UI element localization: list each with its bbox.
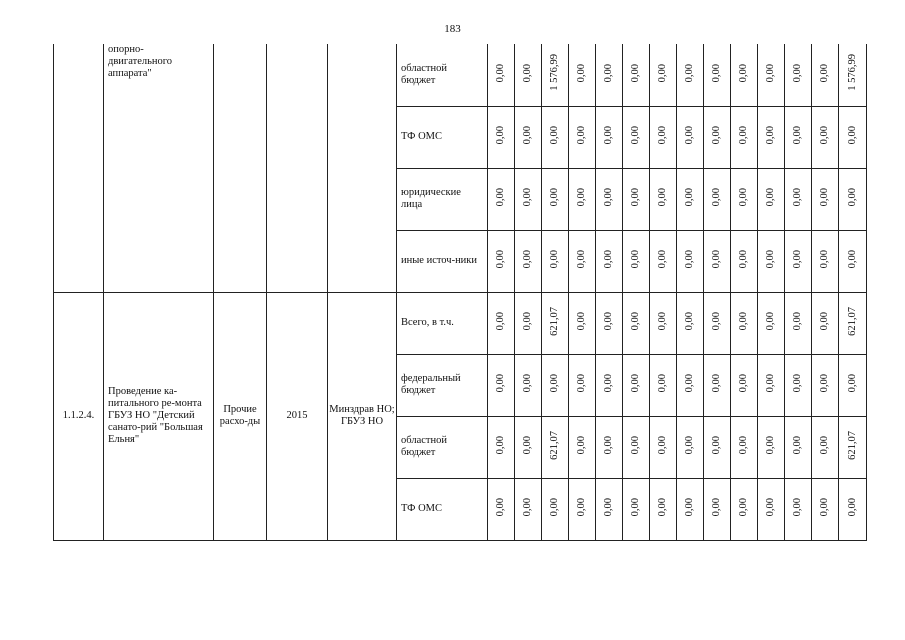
- amount-cell: [596, 354, 623, 416]
- amount-cell: [704, 106, 731, 168]
- amount-value: 0,00: [765, 435, 776, 455]
- amount-value: 0,00: [495, 125, 506, 145]
- amount-cell: [731, 230, 758, 292]
- amount-cell: [785, 416, 812, 478]
- amount-value: 0,00: [792, 373, 803, 393]
- amount-cell: [677, 168, 704, 230]
- amount-value: 0,00: [792, 435, 803, 455]
- amount-value: 0,00: [711, 63, 722, 82]
- amount-value: 0,00: [522, 497, 533, 517]
- amount-value: 0,00: [576, 373, 587, 393]
- amount-value: 0,00: [495, 435, 506, 455]
- amount-cell: [758, 44, 785, 106]
- amount-cell: [650, 416, 677, 478]
- amount-value: 0,00: [576, 63, 587, 82]
- amount-value: 0,00: [495, 373, 506, 393]
- amount-value: 0,00: [819, 373, 830, 393]
- amount-value: 0,00: [657, 373, 668, 393]
- amount-value: 621,07: [846, 430, 858, 460]
- amount-cell: [596, 44, 623, 106]
- amount-value: 0,00: [684, 311, 695, 331]
- amount-value: 0,00: [684, 249, 695, 269]
- amount-value: 0,00: [495, 497, 506, 517]
- amount-cell: [731, 354, 758, 416]
- amount-cell: [785, 230, 812, 292]
- amount-cell: [515, 478, 542, 540]
- funding-source-cell: областной бюджет: [397, 416, 488, 478]
- amount-cell: [596, 292, 623, 354]
- amount-cell: [542, 230, 569, 292]
- amount-value: 0,00: [603, 311, 614, 331]
- amount-cell: [785, 106, 812, 168]
- amount-cell: [704, 416, 731, 478]
- budget-table: [53, 44, 867, 541]
- funding-source-cell: иные источ-ники: [397, 230, 488, 292]
- amount-value: 0,00: [684, 63, 695, 82]
- amount-value: 0,00: [522, 249, 533, 269]
- amount-cell: [785, 168, 812, 230]
- amount-value: 0,00: [765, 187, 776, 207]
- year-cell: [267, 44, 328, 292]
- amount-value: 0,00: [495, 311, 506, 331]
- amount-cell: [785, 354, 812, 416]
- amount-value: 0,00: [765, 311, 776, 331]
- amount-value: 1 576,99: [846, 54, 858, 92]
- amount-cell: [569, 292, 596, 354]
- amount-cell: [731, 106, 758, 168]
- amount-cell: [839, 230, 867, 292]
- amount-cell: [623, 230, 650, 292]
- amount-cell: [515, 354, 542, 416]
- amount-value: 0,00: [819, 435, 830, 455]
- amount-value: 0,00: [846, 373, 858, 393]
- amount-value: 0,00: [846, 187, 858, 207]
- funding-source-cell: Всего, в т.ч.: [397, 292, 488, 354]
- amount-cell: [623, 416, 650, 478]
- amount-cell: [650, 168, 677, 230]
- executor-cell: Минздрав НО; ГБУЗ НО: [328, 292, 397, 540]
- amount-cell: [542, 292, 569, 354]
- amount-value: 0,00: [657, 63, 668, 82]
- amount-cell: [569, 44, 596, 106]
- amount-value: 621,07: [549, 430, 560, 460]
- amount-cell: [677, 354, 704, 416]
- amount-value: 621,07: [846, 306, 858, 336]
- amount-cell: [488, 230, 515, 292]
- amount-value: 0,00: [711, 187, 722, 207]
- table-row: [54, 292, 867, 354]
- amount-value: 0,00: [495, 63, 506, 82]
- item-code-cell: 1.1.2.4.: [54, 292, 104, 540]
- amount-cell: [839, 354, 867, 416]
- amount-value: 0,00: [603, 497, 614, 517]
- amount-cell: [515, 106, 542, 168]
- amount-cell: [596, 478, 623, 540]
- amount-cell: [650, 478, 677, 540]
- amount-value: 0,00: [738, 497, 749, 517]
- page-number: 183: [444, 23, 461, 35]
- amount-value: 0,00: [684, 187, 695, 207]
- amount-value: 0,00: [846, 125, 858, 145]
- amount-cell: [758, 292, 785, 354]
- amount-value: 0,00: [819, 249, 830, 269]
- amount-cell: [758, 478, 785, 540]
- amount-value: 0,00: [549, 373, 560, 393]
- amount-cell: [488, 354, 515, 416]
- amount-cell: [623, 106, 650, 168]
- amount-cell: [650, 44, 677, 106]
- amount-value: 0,00: [522, 63, 533, 82]
- amount-cell: [704, 44, 731, 106]
- amount-value: 0,00: [657, 311, 668, 331]
- amount-cell: [488, 292, 515, 354]
- amount-cell: [704, 230, 731, 292]
- amount-cell: [839, 416, 867, 478]
- amount-cell: [812, 230, 839, 292]
- amount-value: 0,00: [522, 125, 533, 145]
- amount-value: 0,00: [765, 63, 776, 82]
- amount-cell: [596, 168, 623, 230]
- amount-value: 0,00: [549, 497, 560, 517]
- amount-cell: [731, 168, 758, 230]
- amount-value: 0,00: [603, 435, 614, 455]
- amount-value: 0,00: [576, 249, 587, 269]
- amount-value: 0,00: [765, 497, 776, 517]
- amount-value: 0,00: [603, 187, 614, 207]
- amount-cell: [515, 168, 542, 230]
- amount-cell: [677, 106, 704, 168]
- amount-value: 0,00: [576, 435, 587, 455]
- amount-cell: [677, 44, 704, 106]
- amount-value: 0,00: [603, 249, 614, 269]
- funding-source-cell: ТФ ОМС: [397, 106, 488, 168]
- amount-cell: [677, 292, 704, 354]
- amount-cell: [488, 106, 515, 168]
- amount-value: 0,00: [819, 497, 830, 517]
- amount-value: 0,00: [846, 249, 858, 269]
- amount-value: 0,00: [495, 187, 506, 207]
- amount-cell: [488, 44, 515, 106]
- amount-value: 0,00: [630, 249, 641, 269]
- amount-value: 0,00: [657, 497, 668, 517]
- amount-value: 0,00: [603, 63, 614, 82]
- amount-value: 0,00: [819, 125, 830, 145]
- expense-type-cell: Прочие расхо-ды: [214, 292, 267, 540]
- amount-value: 0,00: [576, 311, 587, 331]
- amount-value: 0,00: [792, 311, 803, 331]
- amount-cell: [758, 230, 785, 292]
- amount-cell: [785, 44, 812, 106]
- amount-cell: [542, 416, 569, 478]
- item-code-cell: [54, 44, 104, 292]
- amount-cell: [569, 478, 596, 540]
- amount-value: 0,00: [819, 187, 830, 207]
- amount-value: 0,00: [738, 249, 749, 269]
- amount-value: 0,00: [738, 373, 749, 393]
- amount-cell: [839, 168, 867, 230]
- amount-cell: [650, 292, 677, 354]
- amount-value: 0,00: [630, 435, 641, 455]
- amount-value: 0,00: [549, 187, 560, 207]
- amount-cell: [839, 44, 867, 106]
- amount-cell: [596, 106, 623, 168]
- amount-cell: [542, 44, 569, 106]
- amount-value: 0,00: [657, 187, 668, 207]
- funding-source-cell: областной бюджет: [397, 44, 488, 106]
- amount-cell: [704, 292, 731, 354]
- amount-cell: [542, 354, 569, 416]
- amount-cell: [569, 168, 596, 230]
- amount-value: 0,00: [576, 497, 587, 517]
- table-row: [54, 44, 867, 106]
- amount-value: 0,00: [765, 249, 776, 269]
- amount-value: 0,00: [711, 373, 722, 393]
- amount-cell: [731, 478, 758, 540]
- amount-cell: [623, 168, 650, 230]
- amount-value: 0,00: [738, 187, 749, 207]
- amount-value: 0,00: [819, 63, 830, 82]
- year-cell: 2015: [267, 292, 328, 540]
- amount-value: 0,00: [819, 311, 830, 331]
- amount-cell: [785, 478, 812, 540]
- amount-cell: [569, 106, 596, 168]
- amount-cell: [569, 230, 596, 292]
- amount-value: 0,00: [765, 125, 776, 145]
- amount-cell: [515, 44, 542, 106]
- amount-cell: [812, 106, 839, 168]
- amount-value: 0,00: [684, 125, 695, 145]
- amount-cell: [650, 106, 677, 168]
- amount-value: 0,00: [792, 249, 803, 269]
- amount-value: 0,00: [603, 125, 614, 145]
- amount-value: 0,00: [846, 497, 858, 517]
- amount-cell: [542, 106, 569, 168]
- amount-value: 0,00: [576, 125, 587, 145]
- amount-cell: [812, 478, 839, 540]
- amount-cell: [758, 354, 785, 416]
- amount-cell: [839, 478, 867, 540]
- amount-cell: [677, 416, 704, 478]
- amount-cell: [542, 168, 569, 230]
- amount-cell: [488, 478, 515, 540]
- amount-cell: [623, 292, 650, 354]
- amount-value: 0,00: [792, 125, 803, 145]
- amount-value: 0,00: [630, 63, 641, 82]
- amount-cell: [731, 44, 758, 106]
- amount-value: 0,00: [711, 435, 722, 455]
- amount-cell: [488, 168, 515, 230]
- amount-cell: [596, 416, 623, 478]
- amount-cell: [677, 478, 704, 540]
- amount-cell: [839, 292, 867, 354]
- amount-value: 0,00: [792, 187, 803, 207]
- funding-source-cell: юридические лица: [397, 168, 488, 230]
- amount-value: 0,00: [522, 435, 533, 455]
- amount-cell: [731, 416, 758, 478]
- amount-value: 0,00: [549, 125, 560, 145]
- amount-value: 0,00: [576, 187, 587, 207]
- amount-value: 0,00: [711, 311, 722, 331]
- funding-source-cell: федеральный бюджет: [397, 354, 488, 416]
- amount-value: 0,00: [603, 373, 614, 393]
- amount-value: 0,00: [738, 311, 749, 331]
- expense-type-cell: [214, 44, 267, 292]
- amount-cell: [542, 478, 569, 540]
- amount-value: 0,00: [657, 125, 668, 145]
- amount-value: 0,00: [549, 249, 560, 269]
- funding-source-cell: ТФ ОМС: [397, 478, 488, 540]
- amount-cell: [515, 416, 542, 478]
- amount-value: 1 576,99: [549, 54, 560, 92]
- amount-cell: [812, 44, 839, 106]
- amount-cell: [623, 354, 650, 416]
- amount-value: 0,00: [792, 497, 803, 517]
- amount-cell: [677, 230, 704, 292]
- amount-cell: [650, 230, 677, 292]
- amount-value: 0,00: [522, 373, 533, 393]
- amount-value: 0,00: [522, 187, 533, 207]
- amount-cell: [812, 416, 839, 478]
- amount-value: 0,00: [522, 311, 533, 331]
- amount-value: 0,00: [630, 311, 641, 331]
- amount-value: 0,00: [495, 249, 506, 269]
- amount-cell: [758, 168, 785, 230]
- amount-cell: [569, 416, 596, 478]
- amount-value: 0,00: [738, 63, 749, 82]
- amount-value: 621,07: [549, 306, 560, 336]
- amount-value: 0,00: [711, 249, 722, 269]
- amount-cell: [812, 168, 839, 230]
- amount-cell: [758, 416, 785, 478]
- amount-cell: [731, 292, 758, 354]
- amount-cell: [515, 292, 542, 354]
- amount-value: 0,00: [630, 497, 641, 517]
- amount-cell: [704, 168, 731, 230]
- amount-cell: [596, 230, 623, 292]
- amount-cell: [569, 354, 596, 416]
- amount-cell: [839, 106, 867, 168]
- item-title-cell: Проведение ка-питального ре-монта ГБУЗ НО "Детский санато-рий "Большая Ельня": [104, 292, 214, 540]
- amount-cell: [704, 478, 731, 540]
- item-title-cell: опорно- двигательного аппарата": [104, 44, 214, 292]
- amount-value: 0,00: [684, 435, 695, 455]
- amount-value: 0,00: [630, 187, 641, 207]
- amount-cell: [704, 354, 731, 416]
- amount-cell: [812, 292, 839, 354]
- amount-value: 0,00: [711, 125, 722, 145]
- amount-value: 0,00: [630, 373, 641, 393]
- amount-value: 0,00: [684, 373, 695, 393]
- amount-cell: [812, 354, 839, 416]
- amount-cell: [650, 354, 677, 416]
- amount-cell: [488, 416, 515, 478]
- executor-cell: [328, 44, 397, 292]
- amount-cell: [623, 44, 650, 106]
- amount-value: 0,00: [738, 435, 749, 455]
- amount-cell: [515, 230, 542, 292]
- amount-cell: [758, 106, 785, 168]
- amount-cell: [623, 478, 650, 540]
- amount-value: 0,00: [765, 373, 776, 393]
- amount-value: 0,00: [630, 125, 641, 145]
- amount-value: 0,00: [657, 435, 668, 455]
- amount-value: 0,00: [792, 63, 803, 82]
- amount-value: 0,00: [657, 249, 668, 269]
- amount-value: 0,00: [711, 497, 722, 517]
- amount-value: 0,00: [684, 497, 695, 517]
- amount-cell: [785, 292, 812, 354]
- amount-value: 0,00: [738, 125, 749, 145]
